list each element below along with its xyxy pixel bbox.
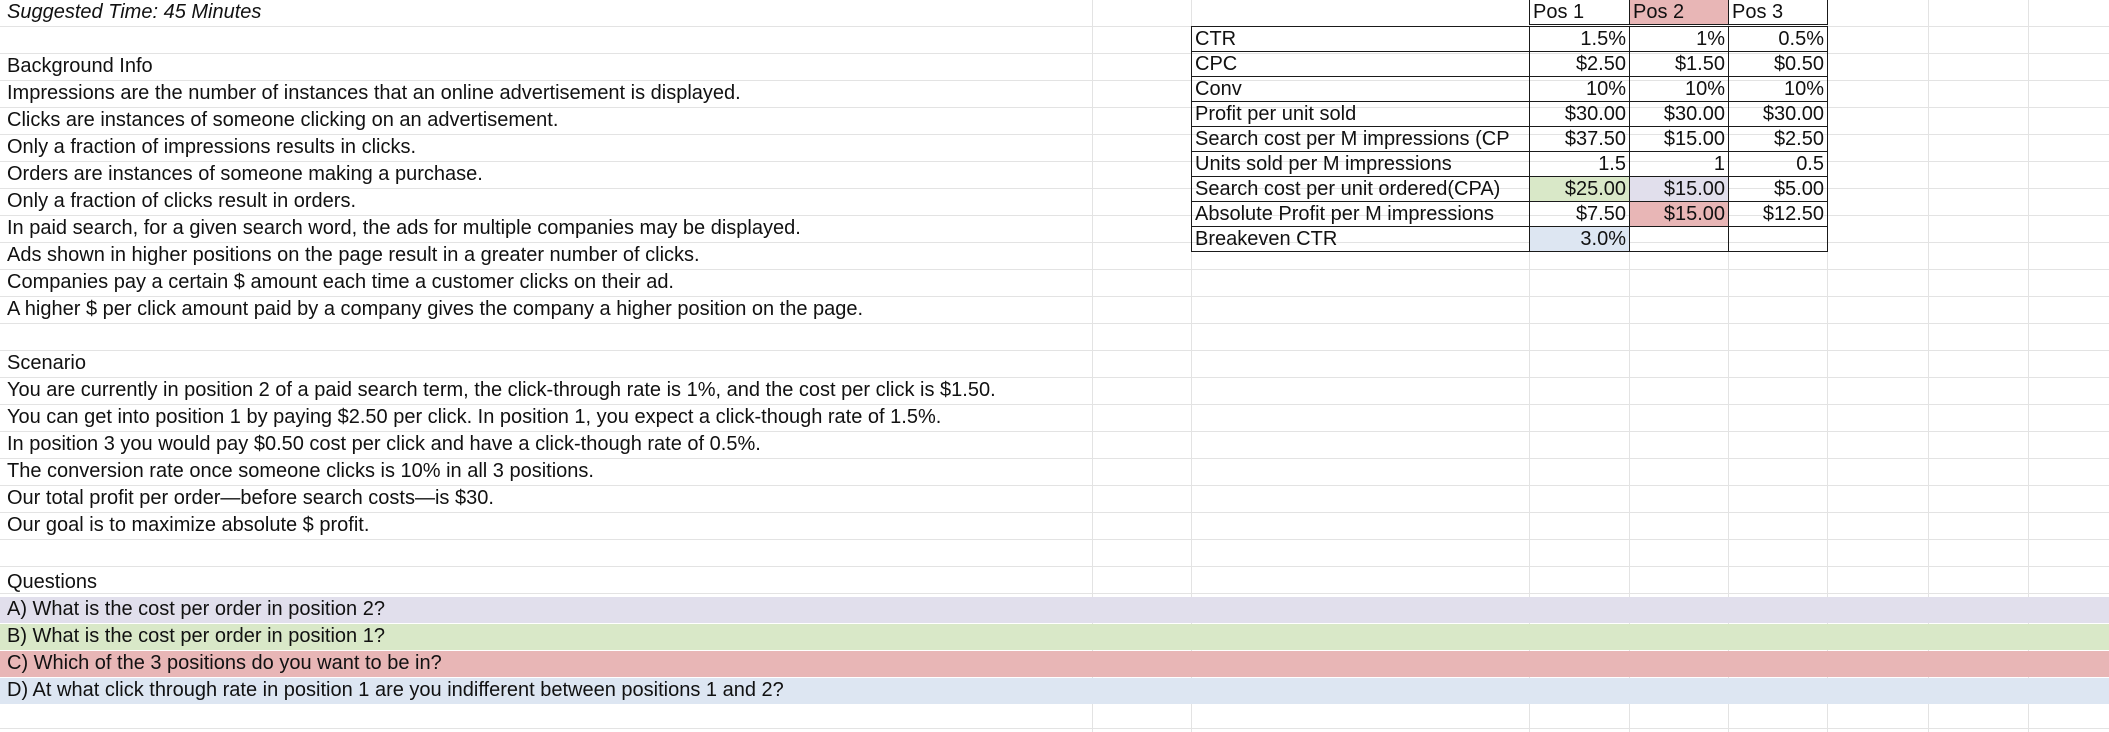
table-row	[1192, 152, 1828, 177]
scenario-heading[interactable]: Scenario	[7, 352, 86, 374]
row-gridline	[0, 539, 2109, 540]
absolute-profit-pos-3[interactable]: $12.50	[1729, 202, 1828, 227]
metric-label-breakeven-ctr[interactable]: Breakeven CTR	[1192, 227, 1530, 252]
metric-label-search-cost-per-m[interactable]: Search cost per M impressions (CP	[1192, 127, 1530, 152]
metric-label-absolute-profit[interactable]: Absolute Profit per M impressions	[1192, 202, 1530, 227]
background-line[interactable]: Clicks are instances of someone clicking on an advertisement.	[7, 109, 559, 131]
row-gridline	[0, 728, 2109, 729]
search-cost-per-m-pos-1[interactable]: $37.50	[1530, 127, 1630, 152]
row-gridline	[0, 323, 2109, 324]
row-gridline	[0, 566, 2109, 567]
metric-label-profit-per-unit[interactable]: Profit per unit sold	[1192, 102, 1530, 127]
ctr-pos-2[interactable]: 1%	[1630, 27, 1729, 52]
pos-1-header[interactable]: Pos 1	[1530, 0, 1630, 25]
table-row	[1192, 127, 1828, 152]
row-gridline	[0, 350, 2109, 351]
scenario-line[interactable]: You are currently in position 2 of a paid search term, the click-through rate is 1%, and the cost per click is $1.50.	[7, 379, 996, 401]
absolute-profit-pos-2[interactable]: $15.00	[1630, 202, 1729, 227]
units-sold-pos-2[interactable]: 1	[1630, 152, 1729, 177]
background-line[interactable]: Only a fraction of impressions results in clicks.	[7, 136, 417, 158]
metric-label-ctr[interactable]: CTR	[1192, 27, 1530, 52]
background-line[interactable]: Impressions are the number of instances that an online advertisement is displayed.	[7, 82, 741, 104]
metric-label-units-sold[interactable]: Units sold per M impressions	[1192, 152, 1530, 177]
profit-per-unit-pos-1[interactable]: $30.00	[1530, 102, 1630, 127]
ctr-pos-3[interactable]: 0.5%	[1729, 27, 1828, 52]
search-cost-per-m-pos-2[interactable]: $15.00	[1630, 127, 1729, 152]
metric-label-cpa[interactable]: Search cost per unit ordered(CPA)	[1192, 177, 1530, 202]
table-row	[1192, 77, 1828, 102]
scenario-line[interactable]: Our goal is to maximize absolute $ profit.	[7, 514, 370, 536]
row-gridline	[0, 593, 2109, 594]
background-line[interactable]: Ads shown in higher positions on the page result in a greater number of clicks.	[7, 244, 700, 266]
units-sold-pos-1[interactable]: 1.5	[1530, 152, 1630, 177]
cpc-pos-1[interactable]: $2.50	[1530, 52, 1630, 77]
profit-per-unit-pos-3[interactable]: $30.00	[1729, 102, 1828, 127]
question-b[interactable]: B) What is the cost per order in position 1?	[7, 625, 385, 647]
suggested-time[interactable]: Suggested Time: 45 Minutes	[7, 1, 262, 23]
background-heading[interactable]: Background Info	[7, 55, 153, 77]
question-d[interactable]: D) At what click through rate in position 1 are you indifferent between positions 1 and 2?	[7, 679, 784, 701]
table-row	[1192, 52, 1828, 77]
search-cost-per-m-pos-3[interactable]: $2.50	[1729, 127, 1828, 152]
conv-pos-3[interactable]: 10%	[1729, 77, 1828, 102]
questions-heading[interactable]: Questions	[7, 571, 98, 593]
breakeven-ctr-pos-1[interactable]: 3.0%	[1530, 227, 1630, 252]
cpa-pos-1[interactable]: $25.00	[1530, 177, 1630, 202]
profit-per-unit-pos-2[interactable]: $30.00	[1630, 102, 1729, 127]
conv-pos-2[interactable]: 10%	[1630, 77, 1729, 102]
background-line[interactable]: In paid search, for a given search word, the ads for multiple companies may be displayed.	[7, 217, 801, 239]
metric-label-conv[interactable]: Conv	[1192, 77, 1530, 102]
background-line[interactable]: Orders are instances of someone making a purchase.	[7, 163, 483, 185]
breakeven-ctr-pos-2[interactable]	[1630, 227, 1729, 252]
background-line[interactable]: Companies pay a certain $ amount each time a customer clicks on their ad.	[7, 271, 674, 293]
units-sold-pos-3[interactable]: 0.5	[1729, 152, 1828, 177]
cpa-pos-2[interactable]: $15.00	[1630, 177, 1729, 202]
question-c[interactable]: C) Which of the 3 positions do you want to be in?	[7, 652, 442, 674]
table-row	[1192, 102, 1828, 127]
question-a[interactable]: A) What is the cost per order in position 2?	[7, 598, 385, 620]
position-header-row	[1529, 0, 1828, 25]
breakeven-ctr-pos-3[interactable]	[1729, 227, 1828, 252]
background-line[interactable]: A higher $ per click amount paid by a company gives the company a higher position on the page.	[7, 298, 864, 320]
scenario-line[interactable]: You can get into position 1 by paying $2.50 per click. In position 1, you expect a click-though rate of 1.5%.	[7, 406, 942, 428]
cpa-pos-3[interactable]: $5.00	[1729, 177, 1828, 202]
metrics-table	[1191, 26, 1828, 252]
conv-pos-1[interactable]: 10%	[1530, 77, 1630, 102]
background-line[interactable]: Only a fraction of clicks result in orders.	[7, 190, 357, 212]
absolute-profit-pos-1[interactable]: $7.50	[1530, 202, 1630, 227]
scenario-line[interactable]: The conversion rate once someone clicks is 10% in all 3 positions.	[7, 460, 594, 482]
table-row	[1192, 202, 1828, 227]
table-row	[1192, 177, 1828, 202]
table-row	[1192, 227, 1828, 252]
pos-2-header[interactable]: Pos 2	[1630, 0, 1729, 25]
scenario-line[interactable]: In position 3 you would pay $0.50 cost per click and have a click-though rate of 0.5%.	[7, 433, 761, 455]
scenario-line[interactable]: Our total profit per order—before search costs—is $30.	[7, 487, 494, 509]
ctr-pos-1[interactable]: 1.5%	[1530, 27, 1630, 52]
pos-3-header[interactable]: Pos 3	[1729, 0, 1828, 25]
table-row	[1192, 27, 1828, 52]
metric-label-cpc[interactable]: CPC	[1192, 52, 1530, 77]
cpc-pos-3[interactable]: $0.50	[1729, 52, 1828, 77]
cpc-pos-2[interactable]: $1.50	[1630, 52, 1729, 77]
